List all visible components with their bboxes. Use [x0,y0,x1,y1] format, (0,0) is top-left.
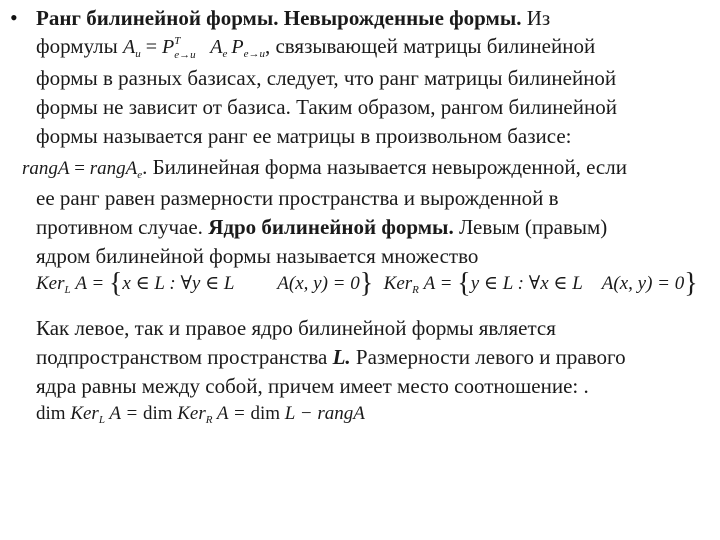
formula-kernels [36,270,698,302]
formula-matrix-transform: $A_u = P$ T e→u $A_e$ $P_{e\to u}$ [123,35,265,61]
text-fragment: подпространством пространства [36,345,333,369]
formula-dimension [36,400,365,432]
text-line-4: формы не зависит от базиса. Таким образом, рангом билинейной [36,95,617,119]
bullet-marker: • [10,5,18,30]
text-line-6 [22,155,627,187]
text-line-8 [36,215,607,239]
text-fragment: . Билинейная форма называется невырожденной, если [142,155,627,179]
text-line-3: формы в разных базисах, следует, что ранг матрицы билинейной [36,66,617,90]
text-line-1 [36,6,550,30]
formula-dim-relation: dim Ker$_L$ A = dim Ker$_R$ A = dim L − rangA [36,403,365,426]
text-line-10: Как левое, так и правое ядро билинейной формы является [36,316,556,340]
text-line-7: ее ранг равен размерности пространства и вырожденной в [36,186,559,210]
text-fragment: Из [521,6,551,30]
text-fragment: Размерности левого и правого [350,345,626,369]
text-line-12: ядра равны между собой, причем имеет место соотношение: . [36,374,589,398]
heading-kernel: Ядро билинейной формы. [208,215,454,239]
space-symbol: L. [332,345,351,369]
text-fragment: , связывающей матрицы билинейной [264,34,596,58]
text-line-9: ядром билинейной формы называется множество [36,244,479,268]
formula-rank-equality: rangA = rangA$_e$ [22,158,143,181]
text-fragment: противном случае. [36,215,209,239]
text-line-5: формы называется ранг ее матрицы в произвольном базисе: [36,124,572,148]
text-line-2 [36,34,595,66]
formula-left-kernel: Ker$_L$ A = {x ∈ L : ∀y ∈ L A(x, y) = 0} [36,268,374,299]
formula-right-kernel: Ker$_R$ A = {y ∈ L : ∀x ∈ L A(x, y) = 0} [383,268,698,299]
text-line-11 [36,345,626,369]
text-fragment: Левым (правым) [453,215,608,239]
text-fragment: формулы [36,34,123,58]
heading-rank-bilinear: Ранг билинейной формы. Невырожденные формы. [36,6,522,30]
